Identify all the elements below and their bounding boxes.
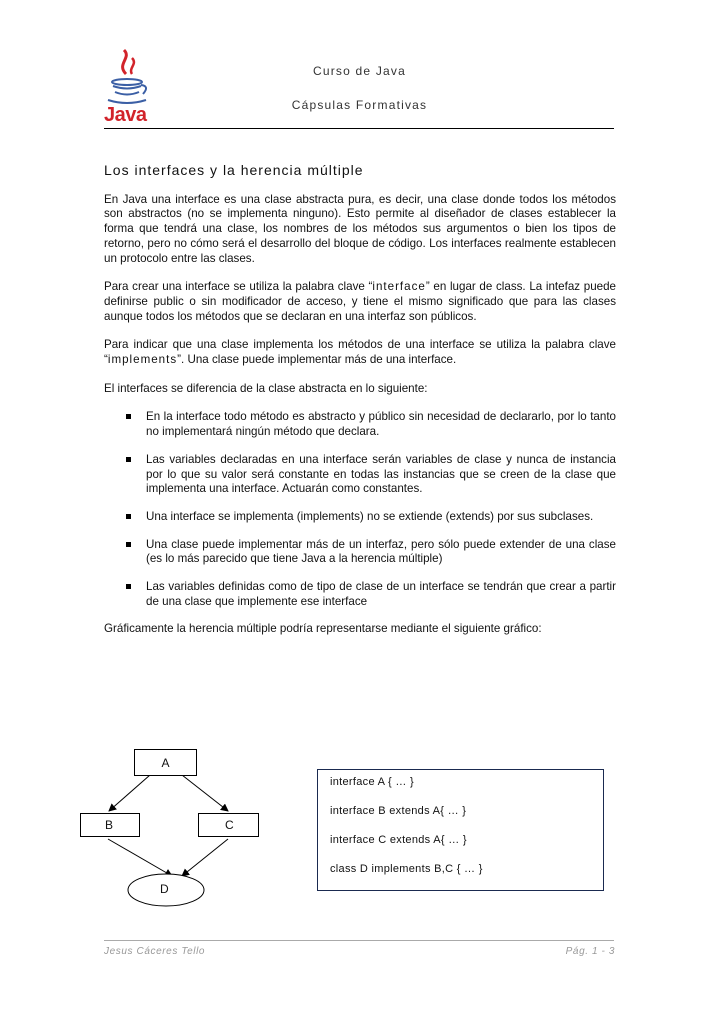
list-item: Una clase puede implementar más de un interfaz, pero sólo puede extender de una clase (es lo más parecido que tiene Java a la herencia múltiple) xyxy=(104,538,616,567)
paragraph-3-text-a: Para indicar que una clase implementa los métodos de una interface se utiliza la palabra clave “ xyxy=(104,338,616,367)
paragraph-2-text-b: ” en lugar de class. La intefaz puede definirse public o sin modificador de acceso, y tiene el mismo significado que para las clases aunque todos los métodos que se declaran en una interfaz son públicos. xyxy=(104,280,616,323)
logo-text: Java xyxy=(104,104,147,126)
paragraph-4: El interfaces se diferencia de la clase abstracta en lo siguiente: xyxy=(104,381,428,395)
arrow-b-to-d xyxy=(108,839,172,876)
footer-page-number: Pág. 1 - 3 xyxy=(565,946,615,957)
arrow-c-to-d xyxy=(182,839,228,876)
keyword-interface: interface xyxy=(372,280,426,294)
list-item: Una interface se implementa (implements) no se extiende (extends) por sus subclases. xyxy=(104,510,616,525)
list-item: En la interface todo método es abstracto y público sin necesidad de declararlo, por lo tanto no implementará ningún método que declara. xyxy=(104,410,616,439)
code-line: class D implements B,C { … } xyxy=(330,863,483,875)
code-line: interface A { … } xyxy=(330,776,414,788)
arrow-a-to-c xyxy=(182,775,228,811)
course-subtitle: Cápsulas Formativas xyxy=(291,98,428,112)
keyword-implements: implements xyxy=(107,353,178,367)
node-c: C xyxy=(198,813,259,837)
footer-divider xyxy=(104,940,614,941)
paragraph-2-text-a: Para crear una interface se utiliza la palabra clave “ xyxy=(104,280,373,294)
code-line: interface B extends A{ … } xyxy=(330,805,467,817)
footer-author: Jesus Cáceres Tello xyxy=(104,946,206,957)
node-a: A xyxy=(134,749,197,776)
node-b: B xyxy=(80,813,140,837)
section-title: Los interfaces y la herencia múltiple xyxy=(104,162,364,178)
code-line: interface C extends A{ … } xyxy=(330,834,467,846)
code-panel xyxy=(317,769,604,891)
list-item: Las variables definidas como de tipo de clase de un interface se tendrán que crear a partir de una clase que implemente ese interface xyxy=(104,580,616,609)
arrow-a-to-b xyxy=(109,775,150,811)
node-d-label: D xyxy=(160,882,169,896)
paragraph-5: Gráficamente la herencia múltiple podría representarse mediante el siguiente gráfico: xyxy=(104,622,542,636)
course-title: Curso de Java xyxy=(313,64,406,78)
list-item: Las variables declaradas en una interface serán variables de clase y nunca de instancia por lo que su valor será constante en todas las instancias que se creen de la clase que implementa una interface. Actuarán como constantes. xyxy=(104,453,616,497)
paragraph-3-text-b: ”. Una clase puede implementar más de una interface. xyxy=(177,353,457,367)
paragraph-1: En Java una interface es una clase abstracta pura, es decir, una clase donde todos los métodos son abstractos (no se implementa ninguno). Esto permite al diseñador de clases establecer la forma que tendrá una clase, los nombres de los métodos sus argumentos o bien los tipos de retorno, pero no cómo será el desarrollo del bloque de código. Los interfaces realmente establecen un protocolo entre las clases. xyxy=(104,192,616,265)
